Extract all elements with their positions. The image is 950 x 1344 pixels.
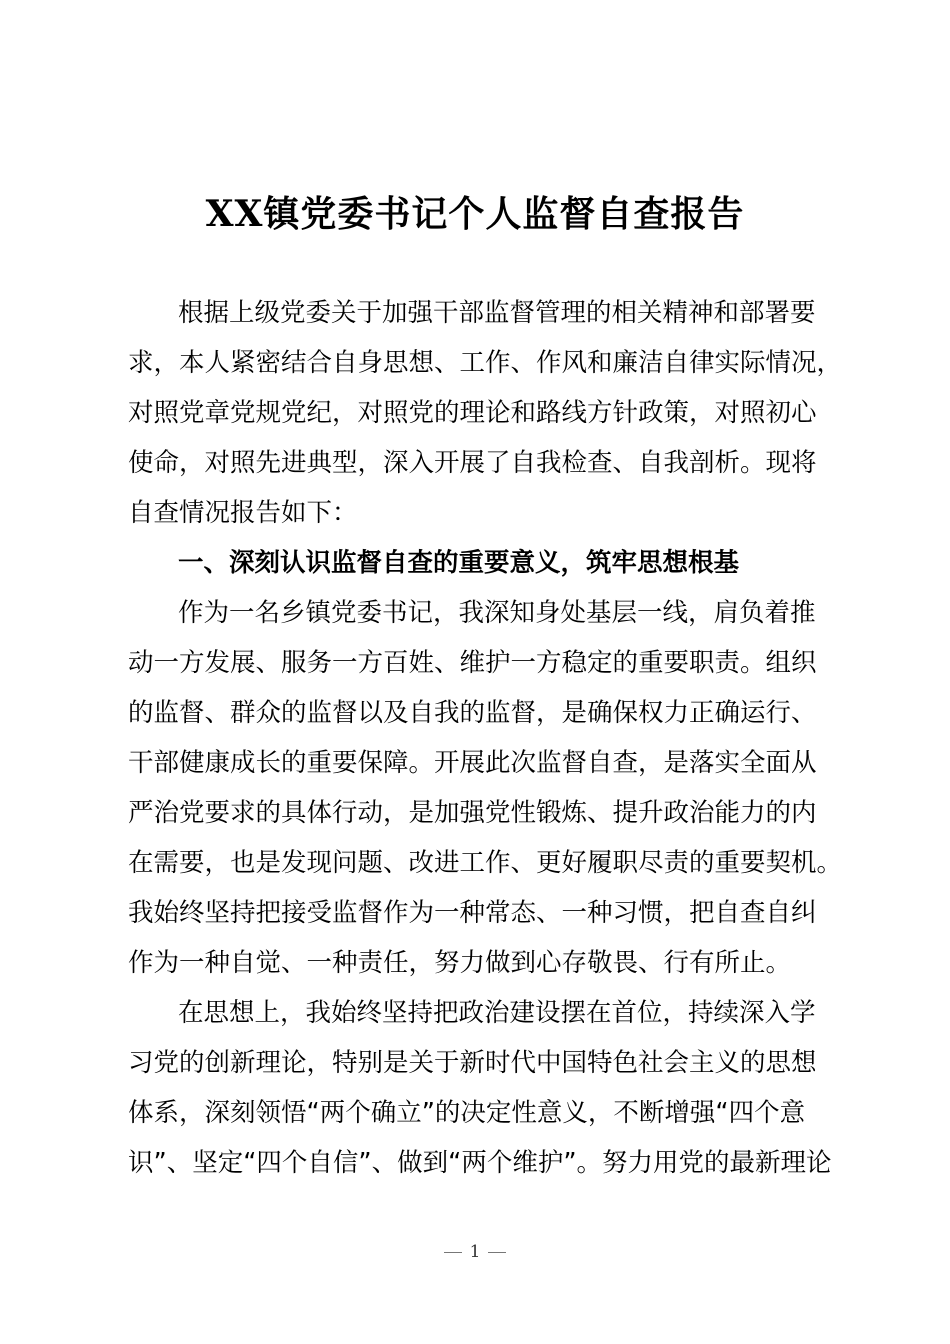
paragraph-line: 在需要，也是发现问题、改进工作、更好履职尽责的重要契机。 — [128, 848, 843, 878]
section-heading: 一、深刻认识监督自查的重要意义，筑牢思想根基 — [178, 548, 740, 578]
paragraph-line: 使命，对照先进典型，深入开展了自我检查、自我剖析。现将 — [128, 448, 817, 478]
document-title: XX镇党委书记个人监督自查报告 — [205, 193, 745, 235]
paragraph-line: 根据上级党委关于加强干部监督管理的相关精神和部署要 — [178, 298, 816, 328]
page-footer — [0, 1240, 950, 1264]
paragraph-line: 识”、坚定“四个自信”、做到“两个维护”。努力用党的最新理论 — [128, 1148, 832, 1178]
paragraph-line: 体系，深刻领悟“两个确立”的决定性意义，不断增强“四个意 — [128, 1098, 806, 1128]
paragraph-line: 自查情况报告如下： — [128, 498, 358, 528]
paragraph-line: 严治党要求的具体行动，是加强党性锻炼、提升政治能力的内 — [128, 798, 817, 828]
dash-decoration — [488, 1252, 506, 1253]
paragraph-line: 作为一名乡镇党委书记，我深知身处基层一线，肩负着推 — [178, 598, 816, 628]
paragraph-line: 我始终坚持把接受监督作为一种常态、一种习惯，把自查自纠 — [128, 898, 817, 928]
document-body — [128, 293, 848, 1193]
dash-decoration — [444, 1252, 462, 1253]
paragraph-line: 动一方发展、服务一方百姓、维护一方稳定的重要职责。组织 — [128, 648, 817, 678]
page-number: 1 — [469, 1242, 481, 1262]
paragraph-line: 习党的创新理论，特别是关于新时代中国特色社会主义的思想 — [128, 1048, 817, 1078]
paragraph-line: 的监督、群众的监督以及自我的监督，是确保权力正确运行、 — [128, 698, 817, 728]
paragraph-line: 求，本人紧密结合自身思想、工作、作风和廉洁自律实际情况， — [128, 348, 843, 378]
paragraph-line: 干部健康成长的重要保障。开展此次监督自查，是落实全面从 — [128, 748, 817, 778]
paragraph-line: 对照党章党规党纪，对照党的理论和路线方针政策，对照初心 — [128, 398, 817, 428]
paragraph-line: 在思想上，我始终坚持把政治建设摆在首位，持续深入学 — [178, 998, 816, 1028]
paragraph-line: 作为一种自觉、一种责任，努力做到心存敬畏、行有所止。 — [128, 948, 792, 978]
